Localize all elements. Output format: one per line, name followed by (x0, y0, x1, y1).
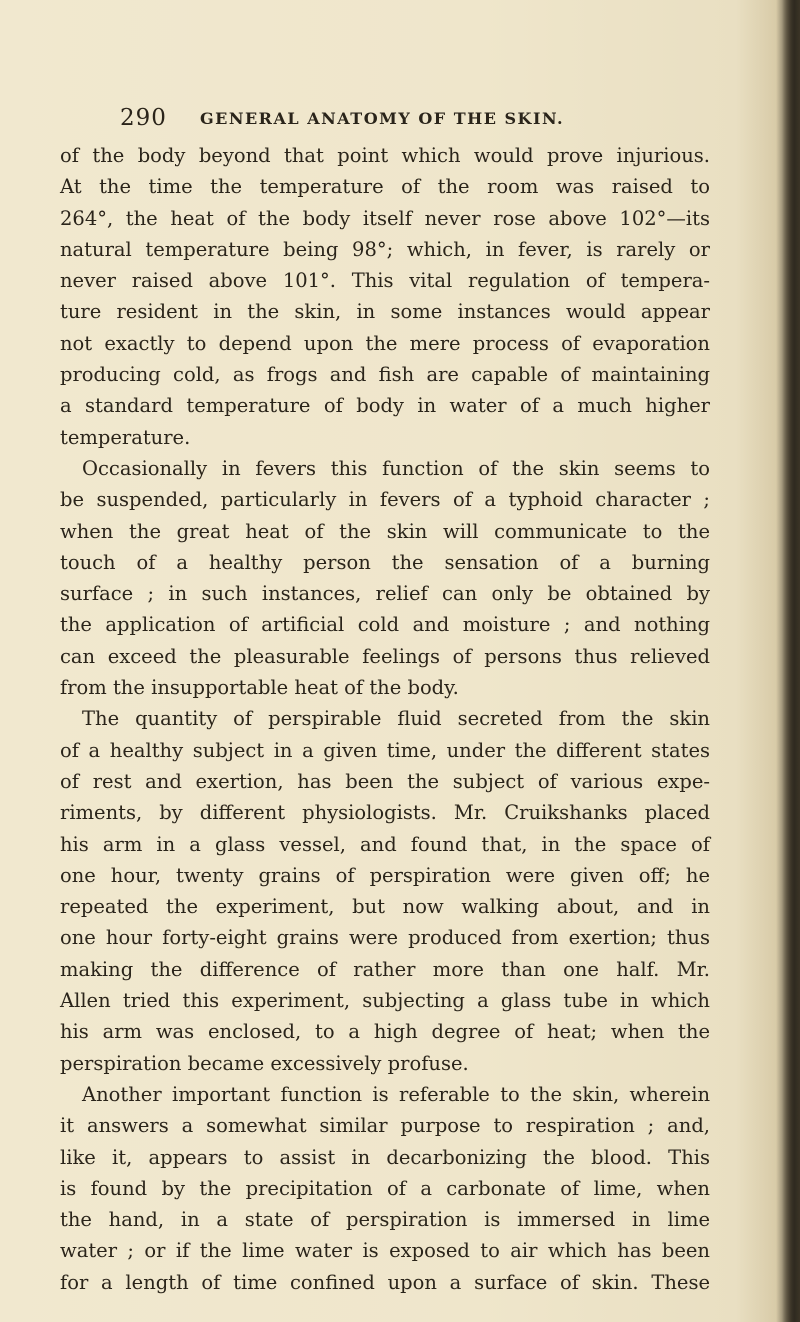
text-line: the application of artificial cold and moisture ; and nothing (60, 613, 710, 637)
text-line: is found by the precipitation of a carbonate of lime, when (60, 1176, 710, 1200)
text-line: it answers a somewhat similar purpose to respiration ; and, (60, 1114, 710, 1138)
text-line: 264°, the heat of the body itself never rose above 102°—its (60, 206, 710, 230)
page-header (120, 105, 700, 135)
text-line: producing cold, as frogs and fish are capable of maintaining (60, 363, 710, 387)
text-line: be suspended, particularly in fevers of a typhoid character ; (60, 488, 710, 512)
text-line: Allen tried this experiment, subjecting a glass tube in which (60, 989, 710, 1013)
text-line: temperature. (60, 425, 191, 449)
text-line: of the body beyond that point which would prove injurious. (60, 144, 710, 167)
book-spine-shadow (782, 0, 800, 1322)
text-line: when the great heat of the skin will communicate to the (60, 519, 710, 543)
text-line: of rest and exertion, has been the subject of various expe- (60, 769, 710, 793)
text-line: from the insupportable heat of the body. (60, 676, 459, 700)
paragraph-start-line: Occasionally in fevers this function of the skin seems to (82, 456, 710, 480)
text-line: ture resident in the skin, in some instances would appear (60, 300, 710, 324)
text-line: one hour, twenty grains of perspiration were given off; he (60, 863, 710, 887)
text-line: riments, by different physiologists. Mr. Cruikshanks placed (60, 801, 710, 825)
paragraph-start-line: The quantity of perspirable fluid secreted from the skin (82, 707, 710, 731)
text-line: can exceed the pleasurable feelings of persons thus relieved (60, 644, 710, 668)
text-line: one hour forty-eight grains were produced from exertion; thus (60, 926, 710, 950)
body-text (60, 140, 710, 1298)
page-number: 290 (120, 105, 167, 131)
text-line: the hand, in a state of perspiration is immersed in lime (60, 1208, 710, 1232)
text-line: making the difference of rather more than one half. Mr. (60, 957, 710, 981)
text-line: his arm in a glass vessel, and found that, in the space of (60, 832, 710, 856)
text-line: touch of a healthy person the sensation of a burning (60, 550, 710, 574)
text-line: perspiration became excessively profuse. (60, 1051, 469, 1075)
text-line: surface ; in such instances, relief can only be obtained by (60, 582, 710, 606)
text-line: repeated the experiment, but now walking about, and in (60, 895, 710, 919)
text-line: not exactly to depend upon the mere process of evaporation (60, 331, 710, 355)
paragraph-start-line: Another important function is referable to the skin, wherein (82, 1082, 710, 1106)
text-line: of a healthy subject in a given time, under the different states (60, 738, 710, 762)
text-line: natural temperature being 98°; which, in fever, is rarely or (60, 237, 710, 261)
text-line: for a length of time confined upon a surface of skin. These (60, 1270, 710, 1294)
text-line: like it, appears to assist in decarbonizing the blood. This (60, 1145, 710, 1169)
text-line: his arm was enclosed, to a high degree of heat; when the (60, 1020, 710, 1044)
text-line: a standard temperature of body in water of a much higher (60, 394, 710, 418)
text-line: never raised above 101°. This vital regulation of tempera- (60, 269, 710, 293)
text-line: water ; or if the lime water is exposed to air which has been (60, 1239, 710, 1263)
text-line: At the time the temperature of the room was raised to (60, 175, 710, 199)
running-title: GENERAL ANATOMY OF THE SKIN. (200, 109, 565, 128)
